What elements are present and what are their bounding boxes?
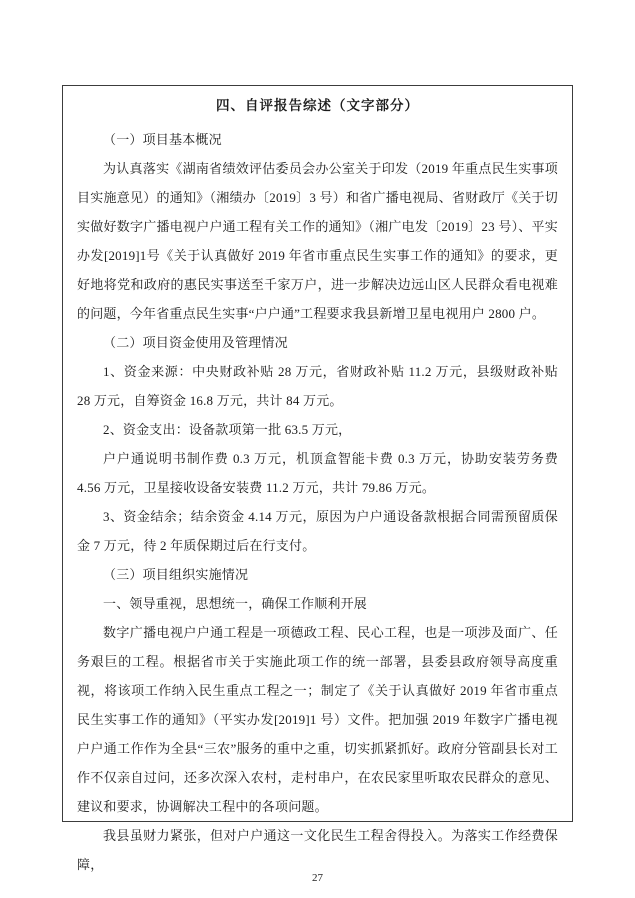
paragraph-funding-expense-detail: 户户通说明书制作费 0.3 万元，机顶盒智能卡费 0.3 万元，协助安装劳务费 4.56 万元，卫星接收设备安装费 11.2 万元，共计 79.86 万元。 [77, 451, 558, 495]
paragraph-section-2-heading: （二）项目资金使用及管理情况 [103, 335, 288, 350]
paragraph-section-3-heading: （三）项目组织实施情况 [103, 567, 249, 582]
document-title: 四、自评报告综述（文字部分） [216, 98, 419, 113]
paragraph-section-1-heading: （一）项目基本概况 [103, 132, 222, 147]
page-number: 27 [312, 872, 323, 884]
paragraph-funding-commitment: 我县虽财力紧张，但对户户通这一文化民生工程舍得投入。为落实工作经费保障， [77, 828, 558, 872]
paragraph-project-overview: 为认真落实《湖南省绩效评估委员会办公室关于印发（2019 年重点民生实事项目实施意见）的通知》（湘绩办〔2019〕3 号）和省广播电视局、省财政厅《关于切实做好数字广播电视户户通工程有关工作的通知》（湘广电发〔2019〕23 号）、平实办发[2019]1号《关于认真做好 2019 年省市重点民生实事工作的通知》的要求，更好地将党和政府的惠民实事送至千家万户，进一步解决边远山区人民群众看电视难的问题，今年省重点民生实事“户户通”工程要求我县新增卫星电视用户 2800 户。 [77, 161, 558, 321]
content-border-box [62, 85, 573, 872]
paragraph-implementation-detail: 数字广播电视户户通工程是一项德政工程、民心工程，也是一项涉及面广、任务艰巨的工程。根据省市关于实施此项工作的统一部署，县委县政府领导高度重视，将该项工作纳入民生重点工程之一；制定了《关于认真做好 2019 年省市重点民生实事工作的通知》（平实办发[2019]1 号）文件。把加强 2019 年数字广播电视户户通工作作为全县“三农”服务的重中之重，切实抓紧抓好。政府分管副县长对工作不仅亲自过问，还多次深入农村，走村串户，在农民家里听取农民群众的意见、建议和要求，协调解决工程中的各项问题。 [77, 625, 558, 814]
paragraph-funding-balance: 3、资金结余；结余资金 4.14 万元，原因为户户通设备款根据合同需预留质保金 7 万元，待 2 年质保期过后在行支付。 [77, 509, 558, 553]
paragraph-leadership-heading: 一、领导重视，思想统一，确保工作顺利开展 [103, 596, 368, 611]
paragraph-funding-expense: 2、资金支出：设备款项第一批 63.5 万元， [103, 422, 352, 437]
paragraph-funding-source: 1、资金来源：中央财政补贴 28 万元，省财政补贴 11.2 万元，县级财政补贴 28 万元，自筹资金 16.8 万元，共计 84 万元。 [77, 364, 558, 408]
